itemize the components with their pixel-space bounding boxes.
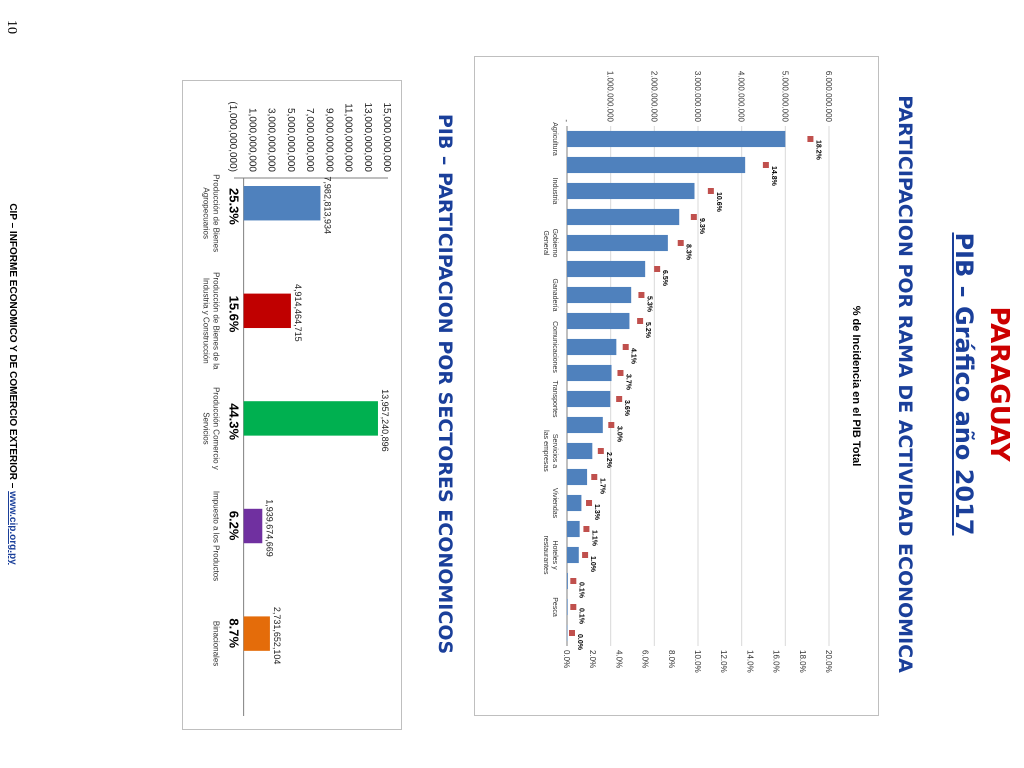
footer-link[interactable]: www.cip.org.py <box>7 491 18 565</box>
chart1-category-line: Comunicaciones <box>551 321 558 373</box>
chart1-pct-label: 3.7% <box>624 374 632 390</box>
chart2-ytick: 1,000,000,000 <box>246 108 258 172</box>
chart1-category-line: las empresas <box>542 430 549 472</box>
chart1-ytick-right: 8.0% <box>666 650 676 669</box>
country-title: PARAGUAY <box>984 306 1014 462</box>
chart1-pct-label: 4.1% <box>629 348 637 364</box>
chart2-ytick: 7,000,000,000 <box>304 108 315 172</box>
chart1-pct-label: 8.3% <box>684 244 692 260</box>
chart2-bar <box>244 294 291 328</box>
chart1-ytick-right: 18.0% <box>797 650 807 673</box>
chart1-pct-marker <box>598 448 604 454</box>
chart1-ytick-left: 4.000.000.000 <box>736 70 746 122</box>
chart1-pct-label: 5.2% <box>644 322 652 338</box>
chart1-pct-marker <box>570 604 576 610</box>
chart1-pct-marker <box>708 188 714 194</box>
section-title-sectors: PIB – PARTICIPACION POR SECTORES ECONOMICOS <box>434 113 456 655</box>
chart1-bar <box>567 469 587 485</box>
footer-text: CIP – INFORME ECONOMICO Y DE COMERCIO EXTERIOR – <box>7 203 18 492</box>
chart2-percent-label: 8.7% <box>226 618 242 649</box>
chart1-bar <box>567 391 610 407</box>
chart1-category-line: Transportes <box>551 380 558 418</box>
chart1-category-line: Hoteles y <box>551 540 558 570</box>
chart1-category-line: Viviendas <box>551 487 558 519</box>
chart1-ytick-left: - <box>562 119 571 122</box>
chart1-pct-marker <box>763 162 769 168</box>
chart1-pct-marker <box>586 500 592 506</box>
chart1-category-label <box>551 597 558 617</box>
chart1-pct-marker <box>582 552 588 558</box>
chart1-bar <box>567 599 568 615</box>
section-title-activity: PARTICIPACION POR RAMA DE ACTIVIDAD ECONOMICA <box>894 95 916 673</box>
chart1-bar <box>567 209 679 225</box>
chart1-pct-label: 0.0% <box>576 634 583 650</box>
chart2-category-line: Industria y Construcción <box>201 277 211 364</box>
chart1-pct-marker <box>654 266 660 272</box>
chart1-ytick-right: 20.0% <box>824 650 833 673</box>
chart2-category-label <box>202 272 221 370</box>
chart2-bar <box>244 616 270 650</box>
chart1-pct-marker <box>608 422 614 428</box>
chart1-category-line: General <box>542 230 549 256</box>
chart1-ytick-right: 6.0% <box>640 650 650 669</box>
chart1-ytick-right: 0.0% <box>562 650 571 669</box>
chart1-ytick-left: 6.000.000.000 <box>824 70 833 122</box>
chart2-category-line: Agropecuarios <box>201 187 211 240</box>
chart2-category-label <box>212 621 221 666</box>
chart1-category-line: Agricultura <box>551 122 558 156</box>
chart2-category-line: Binacionales <box>211 620 221 667</box>
chart1-ytick-left: 1.000.000.000 <box>605 70 615 122</box>
chart1-category-label <box>551 488 558 519</box>
chart1-category-line: Ganadería <box>551 278 558 312</box>
chart1-bar <box>567 625 568 641</box>
chart1-pct-label: 9.3% <box>697 218 705 234</box>
chart2-ytick: 9,000,000,000 <box>323 108 335 172</box>
page-subtitle: PIB – Gráfico año 2017 <box>950 232 978 536</box>
chart2-percent-label: 44.3% <box>226 403 242 441</box>
chart1-pct-label: 1.7% <box>598 478 606 494</box>
chart1-pct-marker <box>570 578 576 584</box>
chart2-category-line: Producción de Bienes <box>211 174 221 253</box>
chart1-category-line: Pesca <box>551 597 558 617</box>
chart1-pct-label: 3.6% <box>623 400 631 416</box>
chart1-ytick-left: 5.000.000.000 <box>780 70 790 122</box>
chart1-pct-marker <box>638 292 644 298</box>
chart1-bar <box>567 547 579 563</box>
chart1-category-label <box>551 122 558 156</box>
chart1-legend: % de Incidencia en el PIB Total <box>850 305 862 467</box>
chart1-ytick-right: 14.0% <box>745 650 755 673</box>
page-number: 10 <box>4 20 19 34</box>
chart1-ytick-left: 2.000.000.000 <box>649 70 659 122</box>
chart2-category-line: Servicios <box>201 412 211 445</box>
chart1-pct-label: 1.1% <box>590 530 598 546</box>
chart1-pct-label: 1.0% <box>589 556 597 572</box>
chart1-pct-label: 0.1% <box>577 608 585 624</box>
chart2-value-label: 4,914,464,715 <box>292 284 303 342</box>
activity-chart <box>474 56 879 716</box>
chart2-percent-label: 25.3% <box>226 188 242 225</box>
chart1-category-line: restaurantes <box>542 535 549 575</box>
chart1-ytick-right: 10.0% <box>693 650 702 673</box>
chart1-pct-marker <box>637 318 643 324</box>
chart1-ytick-right: 4.0% <box>614 650 624 669</box>
chart2-ytick: 3,000,000,000 <box>265 108 277 172</box>
chart1-pct-marker <box>616 396 622 402</box>
chart1-pct-marker <box>591 474 597 480</box>
footer <box>7 0 18 768</box>
chart1-ytick-right: 2.0% <box>588 650 598 669</box>
chart1-bar <box>567 365 612 381</box>
chart1-pct-label: 18.2% <box>814 140 822 160</box>
chart1-pct-marker <box>583 526 589 532</box>
chart2-bar <box>244 186 321 220</box>
chart1-category-line: Gobierno <box>551 228 558 258</box>
chart1-pct-label: 5.3% <box>645 296 653 312</box>
chart1-category-line: Industria <box>551 177 558 205</box>
chart2-bar <box>244 401 378 435</box>
chart1-pct-label: 1.3% <box>593 504 601 520</box>
chart1-pct-label: 14.8% <box>769 166 777 186</box>
chart2-percent-label: 6.2% <box>226 510 242 541</box>
chart1-pct-label: 10.6% <box>714 192 722 212</box>
chart2-value-label: 13,957,240,896 <box>379 389 390 452</box>
chart1-bar <box>567 313 629 329</box>
chart2-category-line: Producción de Bienes de la <box>211 272 221 370</box>
chart1-bar <box>567 521 580 537</box>
chart1-pct-label: 2.2% <box>604 452 612 468</box>
chart1-bar <box>567 183 695 199</box>
chart2-ytick: (1,000,000,000) <box>227 101 238 172</box>
chart1-pct-marker <box>569 630 575 636</box>
chart1-ytick-right: 16.0% <box>771 650 781 673</box>
chart1-category-label <box>551 321 558 373</box>
chart1-pct-marker <box>678 240 684 246</box>
chart1-category-label <box>551 178 558 205</box>
chart2-ytick: 13,000,000,000 <box>361 102 373 172</box>
chart2-ytick: 5,000,000,000 <box>284 108 296 172</box>
chart2-category-line: Producción Comercio y <box>211 387 221 470</box>
chart1-ytick-left: 3.000.000.000 <box>693 70 702 122</box>
chart1-bar <box>567 261 645 277</box>
chart1-pct-marker <box>623 344 629 350</box>
chart1-category-label <box>551 380 558 418</box>
chart1-bar <box>567 157 745 173</box>
chart1-category-line: Servicios a <box>551 433 558 469</box>
chart2-percent-label: 15.6% <box>226 295 242 333</box>
chart1-category-label <box>551 278 558 311</box>
chart2-ytick: 11,000,000,000 <box>342 103 354 172</box>
chart1-bar <box>567 339 616 355</box>
chart1-pct-label: 0.1% <box>577 582 585 598</box>
chart1-bar <box>567 417 603 433</box>
chart2-ytick: 15,000,000,000 <box>381 102 392 172</box>
chart2-value-label: 2,731,652,104 <box>271 606 282 665</box>
chart1-pct-marker <box>617 370 623 376</box>
chart1-bar <box>567 495 581 511</box>
sectors-chart <box>182 80 402 730</box>
chart1-bar <box>567 235 668 251</box>
chart2-value-label: 7,982,813,934 <box>322 176 333 234</box>
chart2-category-label <box>212 491 221 581</box>
chart2-value-label: 1,939,674,669 <box>264 499 275 557</box>
chart1-bar <box>567 443 592 459</box>
chart1-pct-marker <box>691 214 697 220</box>
chart1-pct-label: 3.0% <box>615 426 623 442</box>
chart1-pct-marker <box>807 136 813 142</box>
chart2-bar <box>244 509 263 543</box>
chart1-bar <box>567 287 631 303</box>
chart2-category-line: Impuesto a los Productos <box>211 490 221 582</box>
chart1-bar <box>567 573 568 589</box>
chart1-bar <box>567 131 785 147</box>
chart1-pct-label: 6.5% <box>661 270 669 286</box>
chart1-ytick-right: 12.0% <box>719 650 729 673</box>
